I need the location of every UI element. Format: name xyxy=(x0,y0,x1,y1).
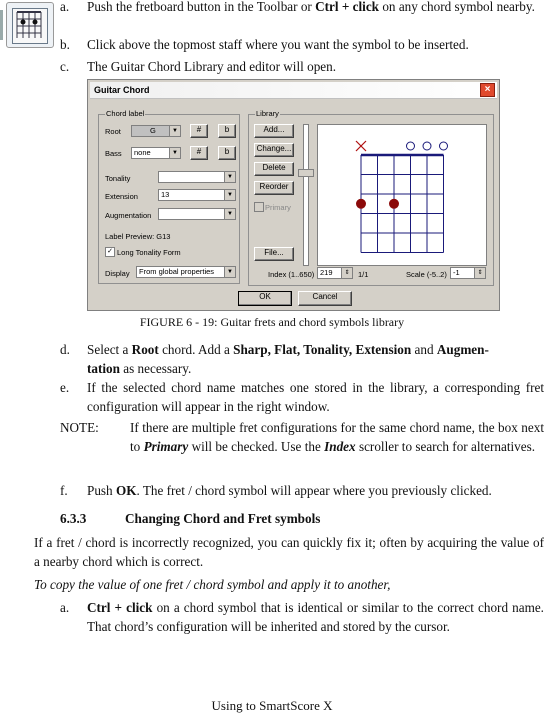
root-sharp-button[interactable]: # xyxy=(190,124,208,138)
fret-slider-thumb[interactable] xyxy=(298,169,314,177)
display-select[interactable]: From global properties ▼ xyxy=(136,266,236,278)
step-label: e. xyxy=(60,380,70,395)
step-text: Push the fretboard button in the Toolbar or xyxy=(87,0,316,14)
page-footer: Using to SmartScore X xyxy=(211,698,333,713)
tonality-select[interactable]: ▼ xyxy=(158,171,236,183)
finger-dot xyxy=(356,199,366,209)
add-button[interactable]: Add... xyxy=(254,124,294,138)
display-label: Display xyxy=(105,269,130,278)
step-text: The Guitar Chord Library and editor will open. xyxy=(87,59,337,74)
fret-diagram xyxy=(318,125,486,265)
bass-sharp-button[interactable]: # xyxy=(190,146,208,160)
long-tonality-label: Long Tonality Form xyxy=(117,248,181,257)
step-label: a. xyxy=(60,0,70,14)
bass-flat-button[interactable]: b xyxy=(218,146,236,160)
delete-button[interactable]: Delete xyxy=(254,162,294,176)
fret-slider-track[interactable] xyxy=(303,124,309,266)
section-number: 6.3.3 xyxy=(60,511,87,526)
open-string-mark xyxy=(423,142,431,150)
step-label: b. xyxy=(60,37,70,52)
label-preview: Label Preview: G13 xyxy=(105,232,171,241)
extension-label: Extension xyxy=(105,192,138,201)
section-title: Changing Chord and Fret symbols xyxy=(125,511,321,526)
paragraph-intro: If a fret / chord is incorrectly recognized, you can quickly fix it; often by acquiring the value of a nearby chord which is correct. xyxy=(34,535,544,569)
library-group-title: Library xyxy=(256,109,279,118)
fretboard-icon xyxy=(0,2,54,48)
guitar-chord-dialog xyxy=(87,79,500,311)
scale-label: Scale (-5..2) xyxy=(406,270,447,279)
index-label: Index (1..650) xyxy=(268,270,315,279)
reorder-button[interactable]: Reorder xyxy=(254,181,294,195)
figure-caption: FIGURE 6 - 19: Guitar frets and chord symbols library xyxy=(139,315,405,329)
scale-spinner[interactable]: -1 ⇕ xyxy=(450,267,486,279)
section-heading xyxy=(60,509,321,528)
fret-diagram-panel xyxy=(317,124,487,266)
tonality-label: Tonality xyxy=(105,174,131,183)
step-text: If the selected chord name matches one stored in the library, a corresponding fret configuration will appear in the right window. xyxy=(87,380,544,414)
root-select[interactable]: G ▼ xyxy=(131,125,181,137)
step-label: c. xyxy=(60,59,70,74)
extension-select[interactable]: 13 ▼ xyxy=(158,189,236,201)
dialog-titlebar xyxy=(90,82,497,99)
step-label: d. xyxy=(60,342,70,357)
root-label: Root xyxy=(105,127,121,136)
open-string-mark xyxy=(440,142,448,150)
finger-dot xyxy=(389,199,399,209)
file-button[interactable]: File... xyxy=(254,247,294,261)
chord-label-group-title: Chord label xyxy=(106,109,145,118)
step-label: a. xyxy=(60,600,70,615)
step-label: f. xyxy=(60,483,68,498)
augmentation-select[interactable]: ▼ xyxy=(158,208,236,220)
change-button[interactable]: Change... xyxy=(254,143,294,157)
bass-select[interactable]: none ▼ xyxy=(131,147,181,159)
note-label: NOTE: xyxy=(60,420,99,435)
index-count: 1/1 xyxy=(358,270,369,279)
index-spinner[interactable]: 219 ⇕ xyxy=(317,267,353,279)
long-tonality-checkbox[interactable]: ✓ xyxy=(105,247,115,257)
bass-label: Bass xyxy=(105,149,122,158)
step-text: on any chord symbol nearby. xyxy=(379,0,535,14)
primary-label: Primary xyxy=(265,203,291,212)
close-icon[interactable]: × xyxy=(480,83,495,97)
paragraph-italic: To copy the value of one fret / chord symbol and apply it to another, xyxy=(34,577,391,592)
open-string-mark xyxy=(407,142,415,150)
step-text: Click above the topmost staff where you want the symbol to be inserted. xyxy=(87,37,469,52)
ctrl-click-bold: Ctrl + click xyxy=(315,0,380,14)
augmentation-label: Augmentation xyxy=(105,211,152,220)
ok-button[interactable]: OK xyxy=(238,291,292,306)
cancel-button[interactable]: Cancel xyxy=(298,291,352,306)
root-flat-button[interactable]: b xyxy=(218,124,236,138)
primary-checkbox[interactable] xyxy=(254,202,264,212)
dialog-title: Guitar Chord xyxy=(94,85,150,95)
